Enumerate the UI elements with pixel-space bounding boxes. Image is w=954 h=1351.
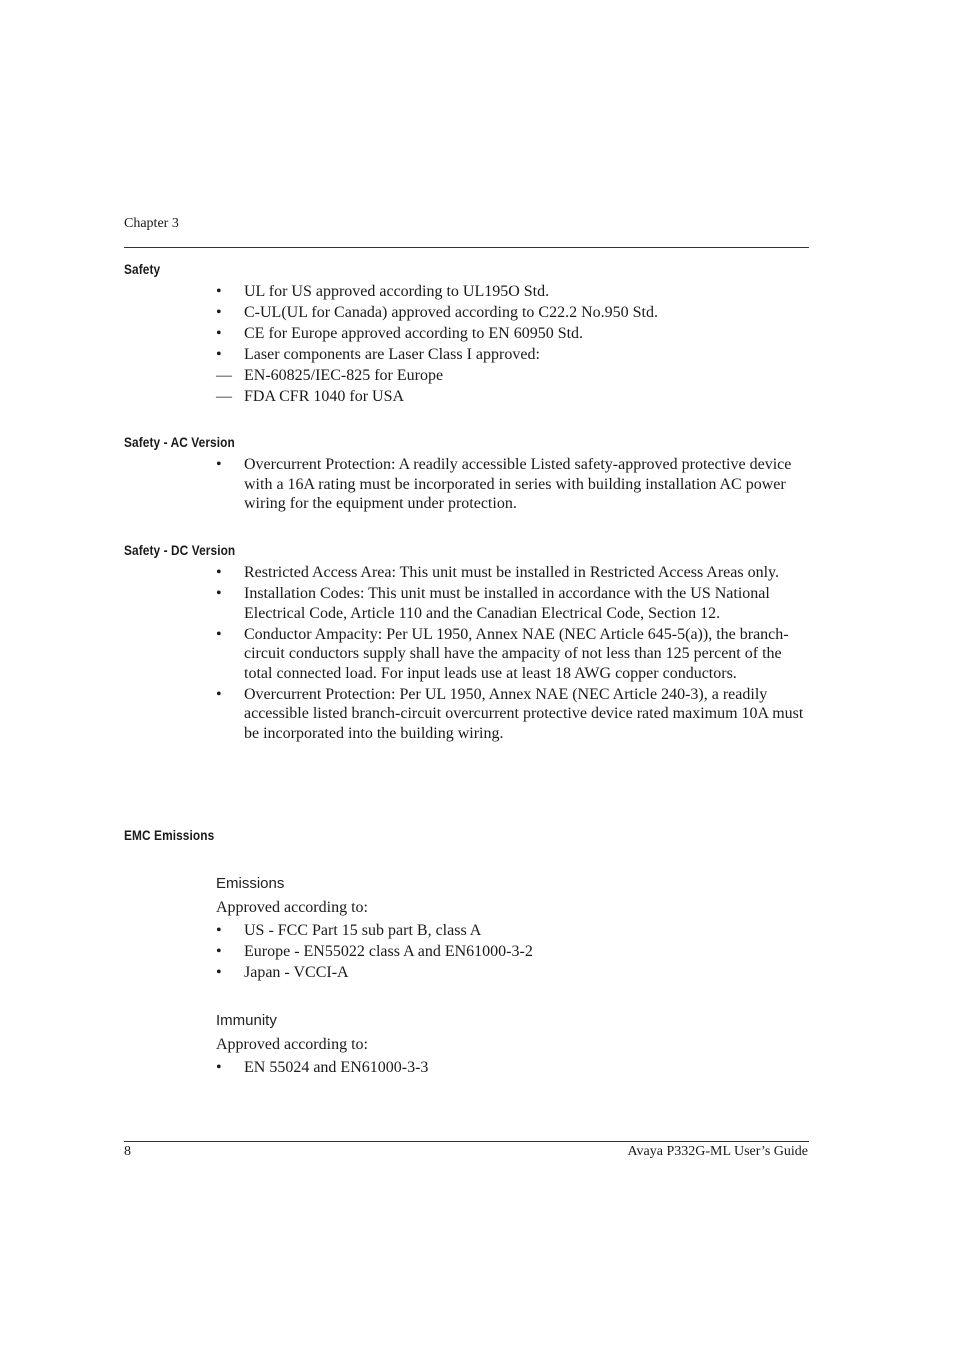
bullet-icon: • [216,1059,222,1076]
immunity-intro: Approved according to: [216,1036,368,1053]
sublist-item: — EN-60825/IEC-825 for Europe [216,367,444,384]
bullet-icon: • [216,346,222,363]
guide-title: Avaya P332G-ML User’s Guide [627,1144,808,1159]
dash-icon: — [216,367,232,384]
list-item: • Overcurrent Protection: Per UL 1950, Annex NAE (NEC Article 240-3), a readily accessible listed branch-circuit overcurrent protective device rated maximum 10A must be incorporated into the building wiring. [216,685,804,742]
bullet-icon: • [216,585,222,602]
emissions-list [216,921,811,984]
bullet-icon: • [216,943,222,960]
list-item: • Installation Codes: This unit must be installed in accordance with the US National Electrical Code, Article 110 and the Canadian Electrical Code, Section 12. [216,585,770,622]
list-item: • CE for Europe approved according to EN 60950 Std. [216,325,584,342]
list-item: • Conductor Ampacity: Per UL 1950, Annex NAE (NEC Article 645-5(a)), the branch-circuit conductors supply shall have the ampacity of not less than 125 percent of the total connected load. For input leads use at least 18 AWG copper conductors. [216,625,789,682]
list-item: • EN 55024 and EN61000-3-3 [216,1059,429,1076]
sublist-item: — FDA CFR 1040 for USA [216,388,405,405]
bullet-icon: • [216,325,222,342]
bullet-icon: • [216,283,222,300]
emissions-intro: Approved according to: [216,899,368,916]
bullet-icon: • [216,304,222,321]
list-item: • Laser components are Laser Class I approved: — EN-60825/IEC-825 for Europe — FDA CFR 1040 for USA [216,345,811,407]
section-heading-safety-ac: Safety - AC Version [124,435,235,450]
safety-dc-list [216,563,811,745]
bullet-icon: • [216,456,222,473]
header-rule [124,247,809,248]
dash-icon: — [216,388,232,405]
list-item: • Restricted Access Area: This unit must be installed in Restricted Access Areas only. [216,564,779,581]
section-heading-safety-dc: Safety - DC Version [124,543,236,558]
list-item: • US - FCC Part 15 sub part B, class A [216,922,482,939]
list-item: • Europe - EN55022 class A and EN61000-3-2 [216,943,533,960]
bullet-icon: • [216,564,222,581]
laser-sublist [216,366,811,407]
page-number: 8 [124,1144,131,1159]
safety-ac-list [216,455,811,515]
safety-list [216,282,811,408]
immunity-list [216,1058,811,1079]
footer-rule [124,1141,809,1142]
subheading-emissions: Emissions [216,875,285,892]
list-item: • UL for US approved according to UL195O Std. [216,283,550,300]
list-item: • C-UL(UL for Canada) approved according to C22.2 No.950 Std. [216,304,658,321]
chapter-label: Chapter 3 [124,216,179,231]
bullet-icon: • [216,964,222,981]
bullet-icon: • [216,625,222,643]
bullet-icon: • [216,685,222,703]
bullet-icon: • [216,922,222,939]
list-item: • Japan - VCCI-A [216,964,349,981]
section-heading-safety: Safety [124,262,161,277]
subheading-immunity: Immunity [216,1012,277,1029]
section-heading-emc: EMC Emissions [124,828,215,843]
list-item: • Overcurrent Protection: A readily accessible Listed safety-approved protective device with a 16A rating must be incorporated in series with building installation AC power wiring for the equipment under protection. [216,456,792,512]
